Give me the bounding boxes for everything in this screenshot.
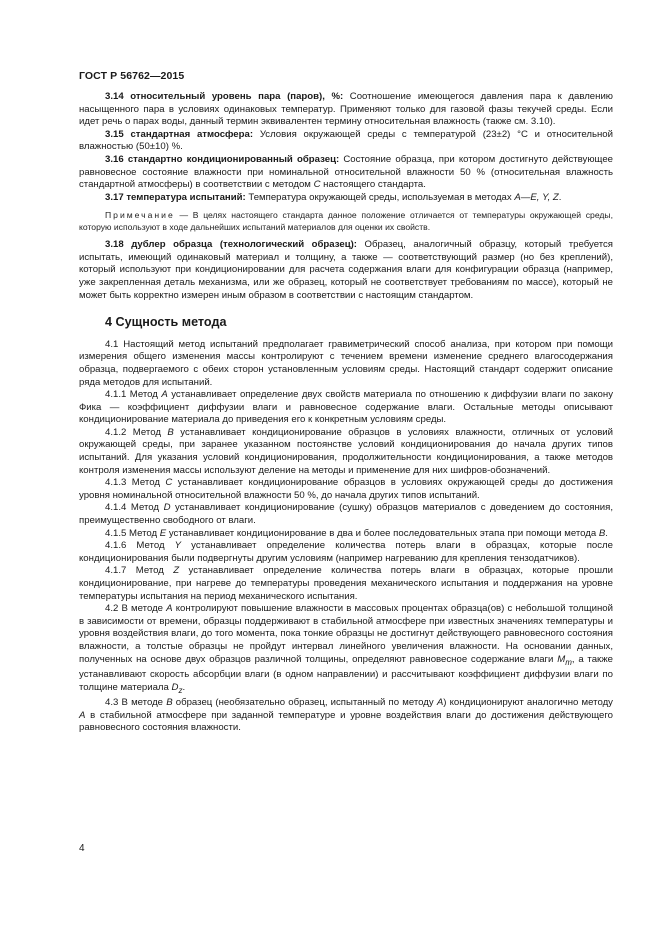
clause-text: 4.1.2 Метод xyxy=(105,426,168,438)
clause-text: 4.1.4 Метод xyxy=(105,502,164,514)
clause-3-16-text-end: настоящего стандарта. xyxy=(320,179,426,191)
clause-text: в стабильной атмосфере при заданной температуре и уровне воздействия влаги до достижения действующего равновесного состояния влажности. xyxy=(79,709,613,734)
symbol-diffusivity: D xyxy=(171,681,179,693)
clause-text: 4.1.1 Метод xyxy=(105,389,162,401)
method-ref: А xyxy=(79,709,86,721)
symbol-subscript: m xyxy=(565,657,572,667)
method-ref: А xyxy=(166,603,173,615)
clause-text: устанавливает определение количества потерь влаги в образцах, которые прошли кондиционирование, при нагреве до температуры проведения механического испытания и поддержания на уровне температуры испытания на период механического испытания. xyxy=(79,565,613,602)
method-ref: В xyxy=(167,426,174,438)
clause-text: устанавливает определение двух свойств материала по отношению к диффузии влаги по закону Фика — коэффициент диффузии влаги и равновесное содержание влаги. Остальные методы описывают кондиционирование материала до приведения его к конкретным условиям среды. xyxy=(79,389,613,426)
clause-text: 4.1.6 Метод xyxy=(105,540,175,552)
clause-3-17-end: . xyxy=(558,191,562,203)
method-ref: Y xyxy=(174,540,182,552)
symbol-moisture-equilibrium: M xyxy=(557,653,566,665)
clause-text: 4.2 В методе xyxy=(105,603,167,615)
clause-3-14-text: Соотношение имеющегося давления пара к давлению насыщенного пара в условиях одинаковых температур. Применяют только для газовой фазы текучей среды. Если идет речь о парах воды, данный термин эквивалентен термину относительная влажность (также см. 3.10). xyxy=(79,91,613,128)
clause-4-1: 4.1 Настоящий метод испытаний предполагает гравиметрический способ анализа, при котором при помощи измерения общего изменения массы контролируют с течением времени изменение среднего влагосодержания образца, подвергаемого с обеих сторон установленным условиям среды. Настоящий стандарт содержит описание ряда методов для испытаний. xyxy=(79,338,613,388)
note-text: — В целях настоящего стандарта данное положение отличается от температуры окружающей среды, которую используют в ходе дальнейших испытаний материалов для оценки их свойств. xyxy=(79,210,613,232)
clause-3-16-term: 3.16 стандартно кондиционированный образец: xyxy=(105,153,340,165)
clause-4-1-2 xyxy=(79,427,613,477)
clause-text: 4.1.3 Метод xyxy=(105,477,166,489)
section-4-heading: 4 Сущность метода xyxy=(105,315,227,330)
clause-3-16 xyxy=(79,154,613,192)
method-ref: Е xyxy=(159,527,167,539)
clause-text: 4.1.7 Метод xyxy=(105,565,174,577)
note xyxy=(79,210,613,233)
method-ref: С xyxy=(313,179,321,191)
clause-text: устанавливает кондиционирование образцов в условиях влажности, отличных от условий окружающей среды, при заранее указанном постоянстве условий кондиционирования до начала других типов испытаний. Для указания условий кондиционирования, продолжительности кондиционирования, а также методов контроля изменения массы используют деление на методы и применение для них шифров-обозначений. xyxy=(79,426,614,476)
clause-4-1-6 xyxy=(79,540,613,565)
document-header: ГОСТ Р 56762—2015 xyxy=(79,70,185,82)
page-number: 4 xyxy=(79,843,85,854)
clause-3-17 xyxy=(79,192,613,205)
clause-text: 4.1.5 Метод xyxy=(105,527,160,539)
clause-4-1-4 xyxy=(79,502,613,527)
clause-4-1-5 xyxy=(79,528,613,541)
clause-text: , а также устанавливают скорость абсорбции влаги (в одном направлении) и рассчитывают коэффициент диффузии влаги по толщине материала xyxy=(79,653,614,693)
method-ref: А—Е, Y, Z xyxy=(514,191,559,203)
clause-text: ) кондиционируют аналогично методу xyxy=(443,697,613,709)
clause-3-17-text: Температура окружающей среды, используемая в методах xyxy=(245,191,515,203)
method-ref: D xyxy=(163,502,171,514)
clause-3-18 xyxy=(79,239,613,302)
clause-text: образец (необязательно образец, испытанный по методу xyxy=(172,697,437,709)
clause-3-17-term: 3.17 температура испытаний: xyxy=(105,191,246,203)
clause-3-15 xyxy=(79,129,613,154)
clause-text: устанавливает кондиционирование (сушку) образцов материалов с доведением до состояния, преимущественно свободного от влаги. xyxy=(79,502,614,527)
page-body xyxy=(79,91,613,735)
clause-3-18-term: 3.18 дублер образца (технологический образец): xyxy=(105,239,358,251)
clause-4-3 xyxy=(79,697,613,735)
clause-text: 4.3 В методе xyxy=(105,697,167,709)
clause-4-1-7 xyxy=(79,565,613,603)
method-ref: Z xyxy=(173,565,180,577)
clause-3-15-term: 3.15 стандартная атмосфера: xyxy=(105,128,254,140)
clause-text: устанавливает кондиционирование образцов в условиях окружающей среды до достижения уровня номинальной относительной влажности 50 %, до начала других типов испытаний. xyxy=(79,477,613,501)
note-label: Примечание xyxy=(105,210,175,221)
method-ref: С xyxy=(165,477,173,489)
clause-3-14-term: 3.14 относительный уровень пара (паров), %: xyxy=(105,91,344,102)
method-ref: А xyxy=(436,697,444,709)
clause-text: . xyxy=(182,681,186,693)
clause-text: . xyxy=(605,527,608,539)
clause-text: устанавливает определение количества потерь влаги в образцах, которые после кондиционирования были подвергнуты другим условиям (например нагреванию для крепления тензодатчиков). xyxy=(79,540,613,564)
method-ref: В xyxy=(166,697,173,709)
symbol-subscript: z xyxy=(178,685,183,695)
method-ref: А xyxy=(161,389,168,401)
clause-text: устанавливает кондиционирование в два и более последовательных этапа при помощи метода xyxy=(166,527,599,539)
clause-4-1-1 xyxy=(79,389,613,427)
clause-4-2 xyxy=(79,603,613,697)
clause-text: контролируют повышение влажности в массовых процентах образца(ов) с небольшой толщиной в зависимости от времени, образцы поддерживают в стабильной атмосфере при известных значениях температуры и уровня воздействия влаги, до того момента, пока тонкие образцы не достигнут действующего равновесного состояния влажности, а толстые образцы не пройдут интервал линейного увеличения влажности. На основании данных, полученных на основе двух образцов различной толщины, определяют равновесное содержание влаги xyxy=(79,603,613,665)
clause-3-18-text: Образец, аналогичный образцу, который требуется испытать, имеющий одинаковый материал и толщину, а также — соответствующий размер (но без креплений), который используют при кондиционировании для расчета содержания влаги для конфигурации образца (например, уже закрепленная деталь механизма, или же образец, который не соответствует требованиям по массе), который не может быть корректно измерен иным образом в соответствии с настоящим стандартом. xyxy=(79,239,613,301)
clause-3-15-text: Условия окружающей среды с температурой (23±2) °С и относительной влажностью (50±10) %. xyxy=(79,128,613,153)
clause-3-16-text: Состояние образца, при котором достигнуто действующее равновесное состояние влажности при номинальной относительной влажности 50 % (относительная влажность стандартной атмосферы) в соответствии с методом xyxy=(79,153,613,191)
clause-3-14 xyxy=(79,91,613,129)
clause-4-1-3 xyxy=(79,477,613,502)
method-ref: В xyxy=(598,527,606,539)
